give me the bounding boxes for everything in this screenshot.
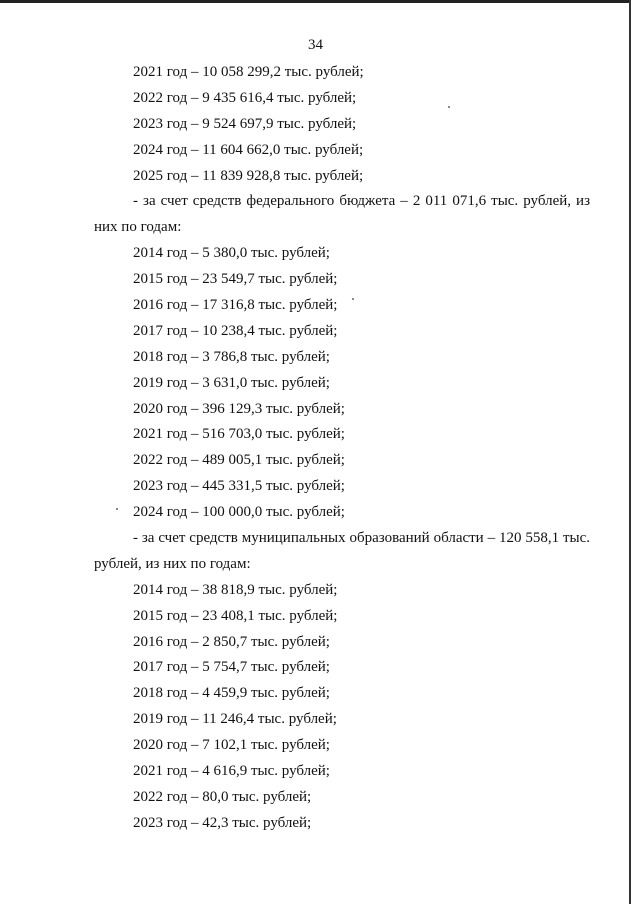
municipal-funding-line: 2014 год – 38 818,9 тыс. рублей; (133, 581, 338, 598)
federal-funding-line: 2020 год – 396 129,3 тыс. рублей; (133, 400, 345, 417)
federal-funding-line: 2015 год – 23 549,7 тыс. рублей; (133, 271, 338, 288)
municipal-funding-line: 2018 год – 4 459,9 тыс. рублей; (133, 685, 330, 702)
municipal-funding-line: 2019 год – 11 246,4 тыс. рублей; (133, 711, 337, 728)
federal-funding-line: 2023 год – 445 331,5 тыс. рублей; (133, 478, 345, 495)
municipal-budget-intro: - за счет средств муниципальных образований области – 120 558,1 тыс. (133, 530, 590, 547)
municipal-funding-line: 2023 год – 42,3 тыс. рублей; (133, 814, 312, 831)
funding-line: 2024 год – 11 604 662,0 тыс. рублей; (133, 141, 364, 158)
federal-funding-line: 2022 год – 489 005,1 тыс. рублей; (133, 452, 345, 469)
federal-funding-line: 2024 год – 100 000,0 тыс. рублей; (133, 504, 345, 521)
municipal-funding-line: 2015 год – 23 408,1 тыс. рублей; (133, 607, 338, 624)
scan-speck (352, 298, 354, 300)
federal-budget-intro-continued: них по годам: (94, 219, 182, 236)
federal-funding-line: 2014 год – 5 380,0 тыс. рублей; (133, 245, 330, 262)
federal-budget-intro: - за счет средств федерального бюджета – 2 011 071,6 тыс. рублей, из (133, 193, 590, 210)
federal-funding-line: 2021 год – 516 703,0 тыс. рублей; (133, 426, 345, 443)
federal-funding-line: 2018 год – 3 786,8 тыс. рублей; (133, 348, 330, 365)
scan-speck (116, 508, 118, 510)
municipal-funding-line: 2016 год – 2 850,7 тыс. рублей; (133, 633, 330, 650)
municipal-funding-line: 2021 год – 4 616,9 тыс. рублей; (133, 763, 330, 780)
federal-funding-line: 2016 год – 17 316,8 тыс. рублей; (133, 297, 338, 314)
document-body (94, 60, 590, 837)
scan-top-edge (0, 0, 631, 3)
funding-line: 2022 год – 9 435 616,4 тыс. рублей; (133, 89, 357, 106)
scan-speck (448, 106, 450, 108)
federal-funding-line: 2017 год – 10 238,4 тыс. рублей; (133, 322, 338, 339)
municipal-funding-line: 2017 год – 5 754,7 тыс. рублей; (133, 659, 330, 676)
municipal-funding-line: 2020 год – 7 102,1 тыс. рублей; (133, 737, 330, 754)
funding-line: 2021 год – 10 058 299,2 тыс. рублей; (133, 64, 364, 80)
page-number: 34 (308, 37, 323, 53)
federal-funding-line: 2019 год – 3 631,0 тыс. рублей; (133, 374, 330, 391)
municipal-funding-line: 2022 год – 80,0 тыс. рублей; (133, 788, 312, 805)
funding-line: 2023 год – 9 524 697,9 тыс. рублей; (133, 115, 357, 132)
funding-line: 2025 год – 11 839 928,8 тыс. рублей; (133, 167, 364, 184)
municipal-budget-intro-continued: рублей, из них по годам: (94, 555, 251, 572)
